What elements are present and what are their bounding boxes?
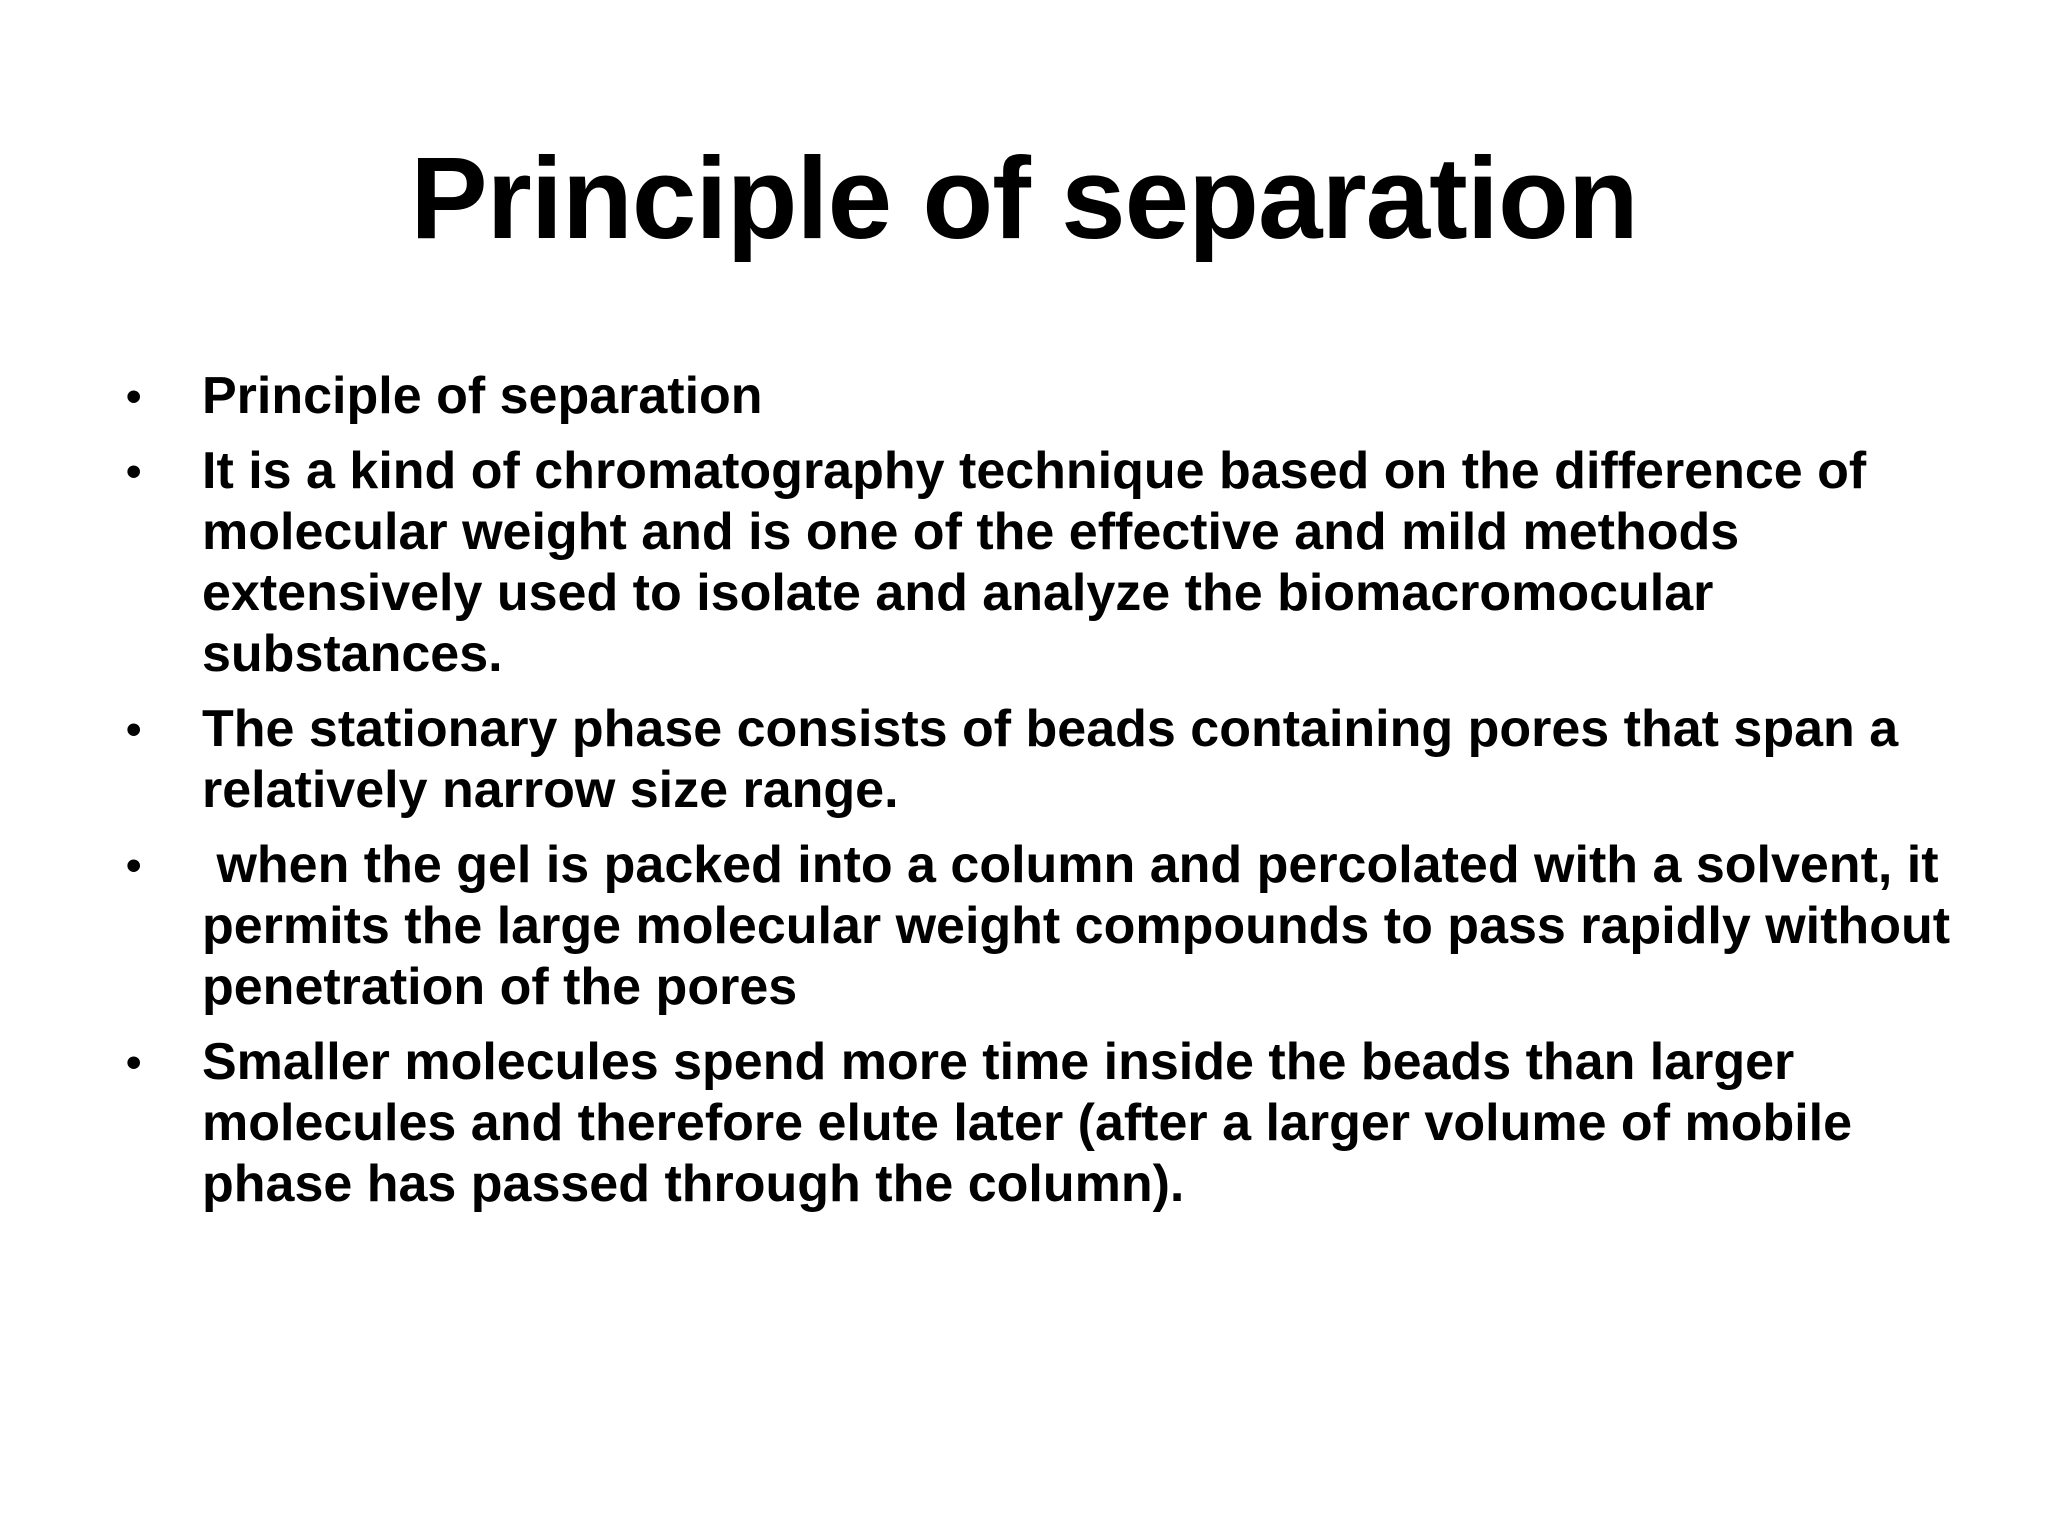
bullet-point-icon: •	[126, 372, 142, 421]
bullet-list	[118, 366, 1968, 1229]
bullet-text: The stationary phase consists of beads containing pores that span a relatively narrow size range.	[202, 700, 1913, 819]
bullet-text: when the gel is packed into a column and percolated with a solvent, it permits the large molecular weight compounds to pass rapidly without penetration of the pores	[202, 836, 1965, 1016]
bullet-item	[118, 1032, 1968, 1215]
bullet-text: Principle of separation	[202, 367, 763, 425]
slide-title: Principle of separation	[410, 133, 1638, 263]
bullet-text: It is a kind of chromatography technique based on the difference of molecular weight and is one of the effective and mild methods extensively used to isolate and analyze the biomacromocular substances.	[202, 442, 1881, 683]
bullet-item	[118, 699, 1968, 821]
bullet-point-icon: •	[126, 841, 142, 890]
bullet-point-icon: •	[126, 705, 142, 754]
bullet-item	[118, 441, 1968, 685]
bullet-item	[118, 366, 1968, 427]
bullet-text: Smaller molecules spend more time inside the beads than larger molecules and therefore elute later (after a larger volume of mobile phase has passed through the column).	[202, 1033, 1867, 1213]
bullet-point-icon: •	[126, 447, 142, 496]
bullet-point-icon: •	[126, 1038, 142, 1087]
bullet-item	[118, 835, 1968, 1018]
